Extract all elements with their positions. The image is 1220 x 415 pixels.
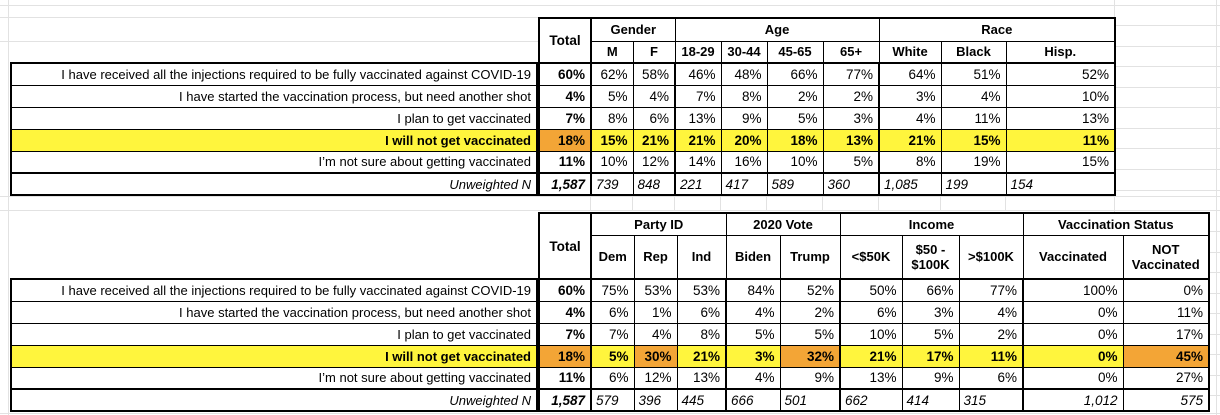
table-row [539, 85, 1115, 107]
demographics-crosstab-table [538, 17, 1116, 196]
cell[interactable]: 6% [677, 301, 726, 323]
cell[interactable]: 32% [780, 345, 840, 367]
cell[interactable]: 6% [591, 301, 634, 323]
gridline-v [1114, 0, 1115, 17]
row-label-cell[interactable]: I plan to get vaccinated [11, 107, 537, 129]
cell[interactable]: 15% [1006, 151, 1115, 173]
row-label-cell[interactable]: Unweighted N [11, 173, 537, 195]
cell[interactable]: 4% [941, 85, 1006, 107]
cell[interactable]: 396 [634, 389, 677, 411]
cell-total[interactable]: 7% [539, 107, 591, 129]
gridline-v [632, 196, 633, 210]
gridline-v [8, 0, 9, 415]
gridline-v [1005, 196, 1006, 210]
header-65-plus[interactable]: 65+ [823, 41, 879, 63]
cell[interactable]: 10% [767, 151, 823, 173]
table-row [11, 107, 537, 129]
row-label-cell[interactable]: Unweighted N [11, 389, 537, 411]
table-row [539, 235, 1209, 279]
gridline-v [674, 196, 675, 210]
cell[interactable]: 154 [1006, 173, 1115, 195]
table-row [539, 129, 1115, 151]
gridline-h [1114, 190, 1220, 191]
gridline-v [822, 196, 823, 210]
cell[interactable]: 6% [633, 107, 675, 129]
cell[interactable]: 3% [879, 85, 941, 107]
cell[interactable]: 445 [677, 389, 726, 411]
cell[interactable]: 62% [591, 63, 633, 85]
cell-total[interactable]: 11% [539, 367, 591, 389]
cell[interactable]: 21% [675, 129, 721, 151]
cell[interactable]: 77% [823, 63, 879, 85]
gridline-h [0, 17, 538, 18]
table1-body [539, 63, 1115, 195]
header-group-income[interactable]: Income [840, 213, 1023, 235]
cell[interactable]: 46% [675, 63, 721, 85]
cell[interactable]: 84% [726, 279, 780, 301]
cell[interactable]: 52% [780, 279, 840, 301]
table-row [539, 323, 1209, 345]
header-black[interactable]: Black [941, 41, 1006, 63]
gridline-v [1216, 0, 1217, 415]
table-row [11, 367, 537, 389]
gridline-h [1114, 107, 1220, 108]
table2-row-labels [10, 278, 538, 412]
cell[interactable]: 6% [591, 367, 634, 389]
table-row [11, 279, 537, 301]
cell[interactable]: 51% [941, 63, 1006, 85]
table1-labels-body [11, 63, 537, 195]
gridline-v [766, 196, 767, 210]
cell[interactable]: 8% [721, 85, 767, 107]
cell[interactable]: 13% [1006, 107, 1115, 129]
cell[interactable]: 9% [780, 367, 840, 389]
cell-total[interactable]: 18% [539, 345, 591, 367]
cell[interactable]: 21% [677, 345, 726, 367]
cell[interactable]: 11% [959, 345, 1023, 367]
table1-row-labels [10, 62, 538, 196]
cell[interactable]: 3% [823, 107, 879, 129]
cell[interactable]: 8% [591, 107, 633, 129]
cell[interactable]: 0% [1023, 323, 1123, 345]
cell[interactable]: 662 [840, 389, 902, 411]
table-row [539, 279, 1209, 301]
table-row [539, 301, 1209, 323]
cell-total[interactable]: 18% [539, 129, 591, 151]
table-row [539, 213, 1209, 235]
cell[interactable]: 21% [633, 129, 675, 151]
cell[interactable]: 2% [767, 85, 823, 107]
cell[interactable]: 10% [591, 151, 633, 173]
gridline-h [1114, 46, 1220, 47]
header-under-50k[interactable]: <$50K [840, 235, 902, 279]
row-label-cell[interactable]: I’m not sure about getting vaccinated [11, 367, 537, 389]
cell[interactable]: 14% [675, 151, 721, 173]
cell[interactable]: 414 [902, 389, 959, 411]
cell[interactable]: 9% [902, 367, 959, 389]
gridline-h [0, 5, 1220, 6]
row-label-cell[interactable]: I have started the vaccination process, but need another shot [11, 85, 537, 107]
cell[interactable]: 13% [840, 367, 902, 389]
cell[interactable]: 17% [1123, 323, 1209, 345]
cell[interactable]: 6% [959, 367, 1023, 389]
table-row [11, 151, 537, 173]
cell-total[interactable]: 1,587 [539, 173, 591, 195]
cell[interactable]: 360 [823, 173, 879, 195]
gridline-h [1114, 169, 1220, 170]
gridline-v [940, 196, 941, 210]
cell[interactable]: 13% [823, 129, 879, 151]
row-label-cell[interactable]: I have received all the injections required to be fully vaccinated against COVID-19 [11, 63, 537, 85]
header-vaccinated[interactable]: Vaccinated [1023, 235, 1123, 279]
table-row [11, 129, 537, 151]
cell[interactable]: 221 [675, 173, 721, 195]
table-row [539, 345, 1209, 367]
cell[interactable]: 0% [1123, 279, 1209, 301]
cell[interactable]: 66% [767, 63, 823, 85]
cell[interactable]: 53% [677, 279, 726, 301]
cell[interactable]: 3% [726, 345, 780, 367]
gridline-h [0, 41, 538, 42]
cell[interactable]: 848 [633, 173, 675, 195]
row-label-cell[interactable]: I plan to get vaccinated [11, 323, 537, 345]
header-ind[interactable]: Ind [677, 235, 726, 279]
cell[interactable]: 11% [1006, 129, 1115, 151]
header-group-gender[interactable]: Gender [591, 18, 675, 41]
cell[interactable]: 11% [1123, 301, 1209, 323]
cell[interactable]: 1% [634, 301, 677, 323]
header-not-vaccinated[interactable]: NOT Vaccinated [1123, 235, 1209, 279]
header-trump[interactable]: Trump [780, 235, 840, 279]
cell[interactable]: 579 [591, 389, 634, 411]
table2-labels-body [11, 279, 537, 411]
cell[interactable]: 575 [1123, 389, 1209, 411]
table-row [539, 173, 1115, 195]
gridline-h [0, 210, 1220, 211]
cell[interactable]: 66% [902, 279, 959, 301]
cell[interactable]: 5% [591, 345, 634, 367]
table-row [11, 63, 537, 85]
gridline-h [0, 413, 1220, 414]
table-row [539, 63, 1115, 85]
header-group-vaccination-status[interactable]: Vaccination Status [1023, 213, 1209, 235]
cell-total[interactable]: 60% [539, 279, 591, 301]
header-biden[interactable]: Biden [726, 235, 780, 279]
cell[interactable]: 2% [823, 85, 879, 107]
cell-total[interactable]: 60% [539, 63, 591, 85]
header-45-65[interactable]: 45-65 [767, 41, 823, 63]
cell[interactable]: 8% [879, 151, 941, 173]
cell[interactable]: 10% [1006, 85, 1115, 107]
table-row [11, 301, 537, 323]
cell[interactable]: 501 [780, 389, 840, 411]
cell[interactable]: 45% [1123, 345, 1209, 367]
cell[interactable]: 100% [1023, 279, 1123, 301]
table-row [539, 107, 1115, 129]
table2-body [539, 279, 1209, 411]
cell[interactable]: 199 [941, 173, 1006, 195]
cell[interactable]: 315 [959, 389, 1023, 411]
cell[interactable]: 1,012 [1023, 389, 1123, 411]
header-over-100k[interactable]: >$100K [959, 235, 1023, 279]
cell-total[interactable]: 4% [539, 301, 591, 323]
gridline-h [1114, 87, 1220, 88]
row-label-cell[interactable]: I will not get vaccinated [11, 345, 537, 367]
table-row [11, 173, 537, 195]
table-row [539, 389, 1209, 411]
cell[interactable]: 10% [840, 323, 902, 345]
header-group-party-id[interactable]: Party ID [591, 213, 726, 235]
gridline-h [1114, 128, 1220, 129]
cell[interactable]: 13% [677, 367, 726, 389]
header-group-2020-vote[interactable]: 2020 Vote [726, 213, 840, 235]
cell[interactable]: 7% [591, 323, 634, 345]
cell[interactable]: 0% [1023, 367, 1123, 389]
cell[interactable]: 4% [726, 301, 780, 323]
header-30-44[interactable]: 30-44 [721, 41, 767, 63]
cell[interactable]: 666 [726, 389, 780, 411]
cell[interactable]: 20% [721, 129, 767, 151]
header-group-race[interactable]: Race [879, 18, 1115, 41]
cell[interactable]: 11% [941, 107, 1006, 129]
cell[interactable]: 58% [633, 63, 675, 85]
gridline-h [1114, 148, 1220, 149]
cell[interactable]: 5% [823, 151, 879, 173]
cell[interactable]: 5% [726, 323, 780, 345]
cell[interactable]: 64% [879, 63, 941, 85]
cell[interactable]: 1,085 [879, 173, 941, 195]
row-label-cell[interactable]: I’m not sure about getting vaccinated [11, 151, 537, 173]
cell-total[interactable]: 7% [539, 323, 591, 345]
header-white[interactable]: White [879, 41, 941, 63]
cell-total[interactable]: 11% [539, 151, 591, 173]
cell[interactable]: 21% [879, 129, 941, 151]
table-row [539, 367, 1209, 389]
cell[interactable]: 75% [591, 279, 634, 301]
cell[interactable]: 3% [902, 301, 959, 323]
table-row [539, 18, 1115, 41]
cell[interactable]: 0% [1023, 301, 1123, 323]
cell[interactable]: 8% [677, 323, 726, 345]
cell[interactable]: 4% [633, 85, 675, 107]
cell[interactable]: 13% [675, 107, 721, 129]
cell[interactable]: 0% [1023, 345, 1123, 367]
cell[interactable]: 30% [634, 345, 677, 367]
cell[interactable]: 4% [634, 323, 677, 345]
header-total[interactable]: Total [539, 213, 591, 279]
header-f[interactable]: F [633, 41, 675, 63]
cell[interactable]: 15% [941, 129, 1006, 151]
cell[interactable]: 50% [840, 279, 902, 301]
header-total[interactable]: Total [539, 18, 591, 63]
cell[interactable]: 48% [721, 63, 767, 85]
row-label-cell[interactable]: I will not get vaccinated [11, 129, 537, 151]
gridline-v [720, 196, 721, 210]
cell[interactable]: 2% [780, 301, 840, 323]
header-m[interactable]: M [591, 41, 633, 63]
cell[interactable]: 9% [721, 107, 767, 129]
cell[interactable]: 15% [591, 129, 633, 151]
cell[interactable]: 739 [591, 173, 633, 195]
table-row [11, 389, 537, 411]
cell[interactable]: 12% [633, 151, 675, 173]
cell[interactable]: 7% [675, 85, 721, 107]
cell-total[interactable]: 1,587 [539, 389, 591, 411]
header-dem[interactable]: Dem [591, 235, 634, 279]
table-row [11, 85, 537, 107]
header-group-age[interactable]: Age [675, 18, 879, 41]
table-row [539, 151, 1115, 173]
cell[interactable]: 4% [879, 107, 941, 129]
cell[interactable]: 4% [959, 301, 1023, 323]
header-50-100k[interactable]: $50 - $100K [902, 235, 959, 279]
row-label-cell[interactable]: I have started the vaccination process, but need another shot [11, 301, 537, 323]
cell[interactable]: 27% [1123, 367, 1209, 389]
cell[interactable]: 18% [767, 129, 823, 151]
cell[interactable]: 589 [767, 173, 823, 195]
header-rep[interactable]: Rep [634, 235, 677, 279]
cell[interactable]: 21% [840, 345, 902, 367]
cell[interactable]: 5% [767, 107, 823, 129]
cell[interactable]: 2% [959, 323, 1023, 345]
gridline-h [1114, 25, 1220, 26]
cell[interactable]: 16% [721, 151, 767, 173]
cell[interactable]: 5% [591, 85, 633, 107]
politics-crosstab-table [538, 212, 1210, 412]
cell[interactable]: 77% [959, 279, 1023, 301]
table-row [539, 41, 1115, 63]
cell[interactable]: 4% [726, 367, 780, 389]
cell[interactable]: 417 [721, 173, 767, 195]
cell[interactable]: 6% [840, 301, 902, 323]
gridline-h [0, 196, 1220, 197]
gridline-h [1114, 66, 1220, 67]
gridline-v [590, 196, 591, 210]
table-row [11, 323, 537, 345]
header-hisp[interactable]: Hisp. [1006, 41, 1115, 63]
cell-total[interactable]: 4% [539, 85, 591, 107]
cell[interactable]: 53% [634, 279, 677, 301]
cell[interactable]: 52% [1006, 63, 1115, 85]
cell[interactable]: 19% [941, 151, 1006, 173]
header-18-29[interactable]: 18-29 [675, 41, 721, 63]
cell[interactable]: 12% [634, 367, 677, 389]
cell[interactable]: 5% [902, 323, 959, 345]
gridline-v [878, 196, 879, 210]
cell[interactable]: 17% [902, 345, 959, 367]
row-label-cell[interactable]: I have received all the injections required to be fully vaccinated against COVID-19 [11, 279, 537, 301]
table-row [11, 345, 537, 367]
cell[interactable]: 5% [780, 323, 840, 345]
